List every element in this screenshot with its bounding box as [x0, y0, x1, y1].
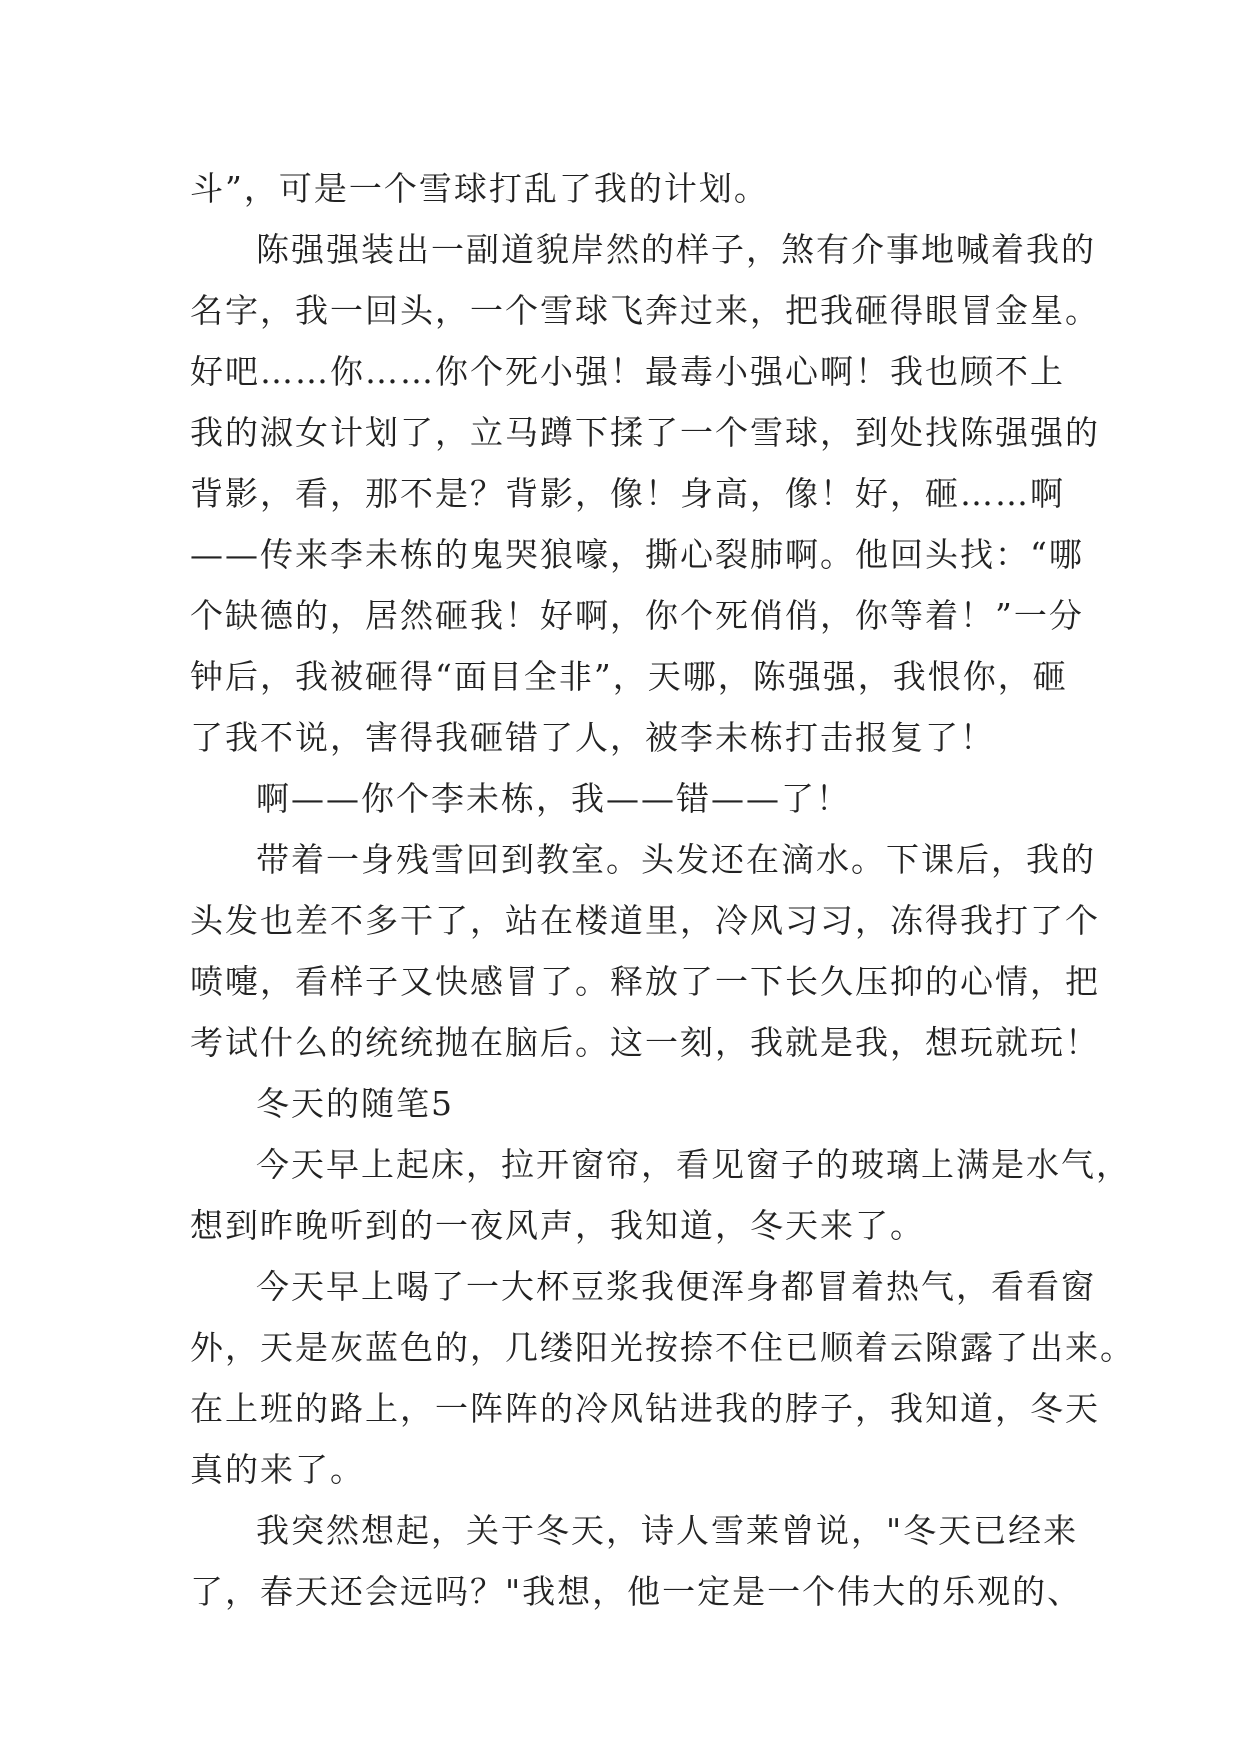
text-line: 真的来了。	[190, 1450, 365, 1489]
text-line: 头发也差不多干了，站在楼道里，冷风习习，冻得我打了个	[190, 901, 1100, 940]
text-line: 名字，我一回头，一个雪球飞奔过来，把我砸得眼冒金星。	[190, 291, 1100, 330]
text-line: 考试什么的统统抛在脑后。这一刻，我就是我，想玩就玩！	[190, 1023, 1100, 1062]
text-line: 想到昨晚听到的一夜风声，我知道，冬天来了。	[190, 1206, 925, 1245]
paragraph-start-line: 今天早上喝了一大杯豆浆我便浑身都冒着热气，看看窗	[256, 1267, 1096, 1306]
text-line: ——传来李未栋的鬼哭狼嚎，撕心裂肺啊。他回头找：“哪	[190, 535, 1084, 574]
text-line: 斗”，可是一个雪球打乱了我的计划。	[190, 169, 769, 208]
paragraph-start-line: 带着一身残雪回到教室。头发还在滴水。下课后，我的	[256, 840, 1096, 879]
text-line: 个缺德的，居然砸我！好啊，你个死俏俏，你等着！”一分	[190, 596, 1084, 635]
text-line: 我的淑女计划了，立马蹲下揉了一个雪球，到处找陈强强的	[190, 413, 1100, 452]
text-line: 背影，看，那不是？背影，像！身高，像！好，砸……啊	[190, 474, 1065, 513]
text-line: 外，天是灰蓝色的，几缕阳光按捺不住已顺着云隙露了出来。	[190, 1328, 1135, 1367]
paragraph-start-line: 啊——你个李未栋，我——错——了！	[256, 779, 851, 818]
document-body	[190, 158, 1135, 1622]
section-heading: 冬天的随笔5	[256, 1084, 454, 1123]
text-line: 了我不说，害得我砸错了人，被李未栋打击报复了！	[190, 718, 995, 757]
text-line: 钟后，我被砸得“面目全非”，天哪，陈强强，我恨你，砸	[190, 657, 1068, 696]
text-line: 好吧……你……你个死小强！最毒小强心啊！我也顾不上	[190, 352, 1065, 391]
text-line: 在上班的路上，一阵阵的冷风钻进我的脖子，我知道，冬天	[190, 1389, 1100, 1428]
paragraph-start-line: 陈强强装出一副道貌岸然的样子，煞有介事地喊着我的	[256, 230, 1096, 269]
paragraph-start-line: 今天早上起床，拉开窗帘，看见窗子的玻璃上满是水气，	[256, 1145, 1131, 1184]
text-line: 了，春天还会远吗？"我想，他一定是一个伟大的乐观的、	[190, 1572, 1083, 1611]
paragraph-start-line: 我突然想起，关于冬天，诗人雪莱曾说，"冬天已经来	[256, 1511, 1079, 1550]
text-line: 喷嚏，看样子又快感冒了。释放了一下长久压抑的心情，把	[190, 962, 1100, 1001]
